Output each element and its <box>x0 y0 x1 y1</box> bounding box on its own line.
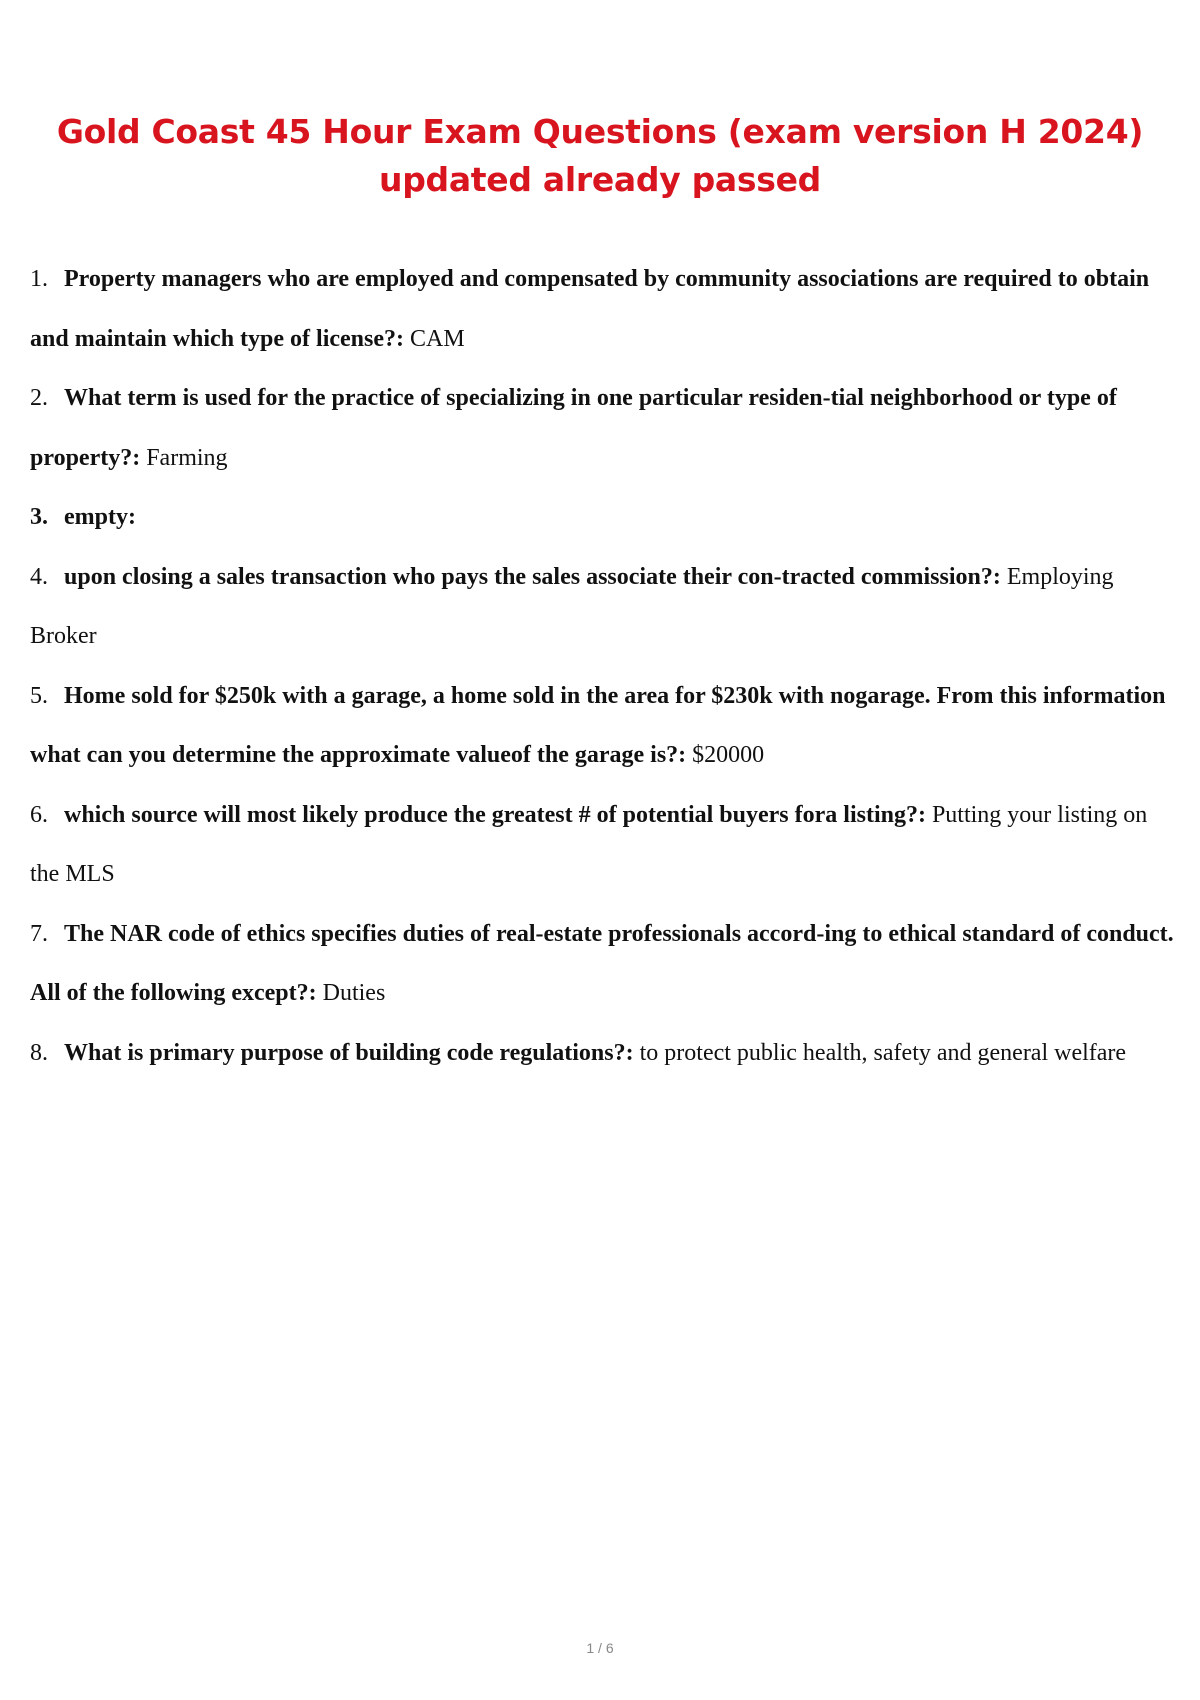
question-list <box>30 250 1180 1083</box>
question-text: What is primary purpose of building code regulations?: <box>64 1039 634 1066</box>
question-text: Home sold for $250k with a garage, a home sold in the area for $230k with nogarage. From this information what can you determine the approximate valueof the garage is?: <box>30 682 1166 768</box>
question-item-4 <box>30 548 1180 667</box>
question-number: 6. <box>30 801 48 828</box>
question-number: 3. <box>30 504 48 530</box>
document-title: Gold Coast 45 Hour Exam Questions (exam version H 2024) updated already passed <box>56 112 1144 199</box>
question-number: 8. <box>30 1039 48 1066</box>
question-number: 7. <box>30 920 48 947</box>
answer-text: Putting your listing on the MLS <box>30 801 1148 887</box>
page-indicator: 1 / 6 <box>586 1640 614 1656</box>
question-item-3 <box>30 488 1180 548</box>
question-item-7 <box>30 905 1180 1024</box>
question-number: 1. <box>30 266 48 292</box>
question-text: What term is used for the practice of specializing in one particular residen-tial neighborhood or type of property?: <box>30 385 1117 471</box>
question-text: upon closing a sales transaction who pays the sales associate their con-tracted commission?: <box>64 563 1001 590</box>
answer-text: $20000 <box>692 742 765 768</box>
question-text: which source will most likely produce the greatest # of potential buyers fora listing?: <box>64 801 926 828</box>
question-number: 2. <box>30 385 48 411</box>
answer-text: Employing Broker <box>30 563 1114 649</box>
question-text: empty: <box>64 504 136 530</box>
question-item-8 <box>30 1024 1180 1084</box>
answer-text: Duties <box>322 980 386 1006</box>
question-item-1 <box>30 250 1180 369</box>
question-number: 4. <box>30 563 48 590</box>
question-text: The NAR code of ethics specifies duties of real-estate professionals accord-ing to ethical standard of conduct. All of the following except?: <box>30 920 1174 1006</box>
question-number: 5. <box>30 682 48 709</box>
question-item-2 <box>30 369 1180 488</box>
answer-text: to protect public health, safety and general welfare <box>639 1039 1127 1066</box>
answer-text: CAM <box>410 325 465 352</box>
question-item-5 <box>30 667 1180 786</box>
question-text: Property managers who are employed and compensated by community associations are required to obtain and maintain which type of license?: <box>30 266 1150 352</box>
answer-text: Farming <box>146 444 228 471</box>
question-item-6 <box>30 786 1180 905</box>
